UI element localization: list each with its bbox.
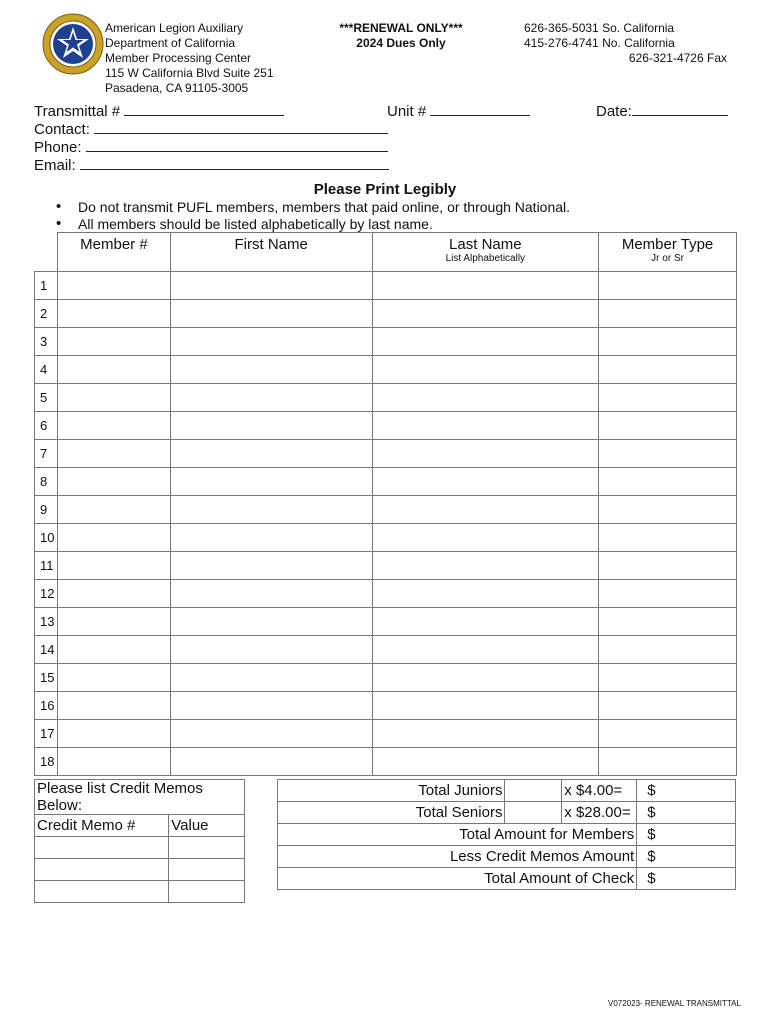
last-name-cell[interactable]	[372, 580, 599, 608]
last-name-header	[372, 233, 599, 272]
member-type-cell[interactable]	[599, 664, 737, 692]
first-name-cell[interactable]	[170, 552, 372, 580]
member-row	[35, 300, 737, 328]
row-number: 14	[35, 636, 58, 664]
member-row	[35, 496, 737, 524]
org-line: Member Processing Center	[105, 51, 252, 65]
total-check-value[interactable]: $	[637, 868, 736, 890]
member-number-cell[interactable]	[57, 636, 170, 664]
member-type-cell[interactable]	[599, 300, 737, 328]
first-name-cell[interactable]	[170, 580, 372, 608]
last-name-cell[interactable]	[372, 440, 599, 468]
first-name-cell[interactable]	[170, 608, 372, 636]
member-type-cell[interactable]	[599, 496, 737, 524]
member-row	[35, 272, 737, 300]
phone-north: 415-276-4741 No. California	[524, 36, 675, 50]
last-name-label: Last Name	[449, 236, 522, 253]
auxiliary-emblem-logo	[42, 13, 104, 75]
member-type-cell[interactable]	[599, 692, 737, 720]
amount-members-label: Total Amount for Members	[278, 824, 637, 846]
credit-memo-value-cell[interactable]	[169, 881, 245, 903]
last-name-cell[interactable]	[372, 552, 599, 580]
phone-field[interactable]	[34, 137, 388, 157]
member-row	[35, 356, 737, 384]
last-name-sublabel: List Alphabetically	[445, 253, 526, 264]
instruction-list	[56, 199, 570, 233]
juniors-amount[interactable]: $	[637, 780, 736, 802]
unit-field[interactable]	[387, 101, 530, 121]
member-number-cell[interactable]	[57, 608, 170, 636]
row-number: 12	[35, 580, 58, 608]
credit-memo-number-cell[interactable]	[35, 881, 169, 903]
member-type-sublabel: Jr or Sr	[651, 253, 684, 264]
row-number: 7	[35, 440, 58, 468]
member-number-cell[interactable]	[57, 664, 170, 692]
org-line: Pasadena, CA 91105-3005	[105, 81, 249, 95]
email-label: Email:	[34, 157, 76, 174]
date-line[interactable]	[632, 101, 728, 116]
last-name-cell[interactable]	[372, 356, 599, 384]
organization-address	[105, 21, 274, 96]
member-type-cell[interactable]	[599, 328, 737, 356]
first-name-cell[interactable]	[170, 524, 372, 552]
first-name-cell[interactable]	[170, 496, 372, 524]
last-name-cell[interactable]	[372, 748, 599, 776]
member-type-cell[interactable]	[599, 272, 737, 300]
renewal-title: ***RENEWAL ONLY***	[339, 21, 463, 35]
row-number: 1	[35, 272, 58, 300]
row-number: 6	[35, 412, 58, 440]
instruction-item: • Do not transmit PUFL members, members that paid online, or through National.	[56, 199, 570, 216]
member-row	[35, 440, 737, 468]
email-field[interactable]	[34, 155, 389, 175]
row-number-header	[35, 233, 58, 272]
total-seniors-count[interactable]	[505, 802, 562, 824]
member-type-cell[interactable]	[599, 468, 737, 496]
member-number-cell[interactable]	[57, 356, 170, 384]
credit-memo-value-header: Value	[169, 815, 245, 837]
contact-label: Contact:	[34, 121, 90, 138]
member-type-cell[interactable]	[599, 580, 737, 608]
total-juniors-label: Total Juniors	[278, 780, 505, 802]
member-type-header	[599, 233, 737, 272]
first-name-cell[interactable]	[170, 636, 372, 664]
member-number-cell[interactable]	[57, 328, 170, 356]
credit-memo-value-cell[interactable]	[169, 837, 245, 859]
member-type-label: Member Type	[621, 236, 714, 253]
last-name-cell[interactable]	[372, 636, 599, 664]
member-row	[35, 468, 737, 496]
first-name-cell[interactable]	[170, 356, 372, 384]
member-number-header: Member #	[57, 233, 170, 272]
less-credit-label: Less Credit Memos Amount	[278, 846, 637, 868]
member-number-cell[interactable]	[57, 468, 170, 496]
credit-memo-value-cell[interactable]	[169, 859, 245, 881]
member-number-cell[interactable]	[57, 300, 170, 328]
member-number-cell[interactable]	[57, 496, 170, 524]
member-table-header	[35, 233, 737, 272]
row-number: 18	[35, 748, 58, 776]
last-name-cell[interactable]	[372, 524, 599, 552]
row-number: 11	[35, 552, 58, 580]
total-juniors-count[interactable]	[505, 780, 562, 802]
org-line: 115 W California Blvd Suite 251	[105, 66, 274, 80]
member-number-cell[interactable]	[57, 552, 170, 580]
org-line: Department of California	[105, 36, 236, 50]
unit-line[interactable]	[430, 101, 530, 116]
last-name-cell[interactable]	[372, 412, 599, 440]
member-row	[35, 580, 737, 608]
last-name-cell[interactable]	[372, 720, 599, 748]
member-number-cell[interactable]	[57, 440, 170, 468]
phone-south: 626-365-5031 So. California	[524, 21, 675, 35]
member-type-cell[interactable]	[599, 440, 737, 468]
first-name-cell[interactable]	[170, 328, 372, 356]
credit-memo-number-cell[interactable]	[35, 859, 169, 881]
member-number-cell[interactable]	[57, 384, 170, 412]
member-type-cell[interactable]	[599, 748, 737, 776]
less-credit-value[interactable]: $	[637, 846, 736, 868]
last-name-cell[interactable]	[372, 692, 599, 720]
first-name-cell[interactable]	[170, 384, 372, 412]
last-name-cell[interactable]	[372, 328, 599, 356]
member-type-cell[interactable]	[599, 412, 737, 440]
member-row	[35, 664, 737, 692]
amount-members-value[interactable]: $	[637, 824, 736, 846]
member-row	[35, 692, 737, 720]
member-table	[34, 232, 737, 776]
contact-field[interactable]	[34, 119, 388, 139]
row-number: 4	[35, 356, 58, 384]
last-name-cell[interactable]	[372, 664, 599, 692]
row-number: 17	[35, 720, 58, 748]
transmittal-line[interactable]	[124, 101, 284, 116]
first-name-cell[interactable]	[170, 748, 372, 776]
contact-line[interactable]	[94, 119, 388, 134]
member-type-cell[interactable]	[599, 356, 737, 384]
first-name-cell[interactable]	[170, 692, 372, 720]
totals-table	[277, 779, 736, 890]
seniors-amount[interactable]: $	[637, 802, 736, 824]
last-name-cell[interactable]	[372, 384, 599, 412]
row-number: 15	[35, 664, 58, 692]
renewal-notice	[334, 21, 468, 51]
credit-memo-number-header: Credit Memo #	[35, 815, 169, 837]
fax-number: 626-321-4726 Fax	[628, 51, 727, 65]
member-row	[35, 412, 737, 440]
first-name-cell[interactable]	[170, 300, 372, 328]
first-name-header: First Name	[170, 233, 372, 272]
row-number: 8	[35, 468, 58, 496]
member-number-cell[interactable]	[57, 580, 170, 608]
row-number: 10	[35, 524, 58, 552]
row-number: 3	[35, 328, 58, 356]
last-name-cell[interactable]	[372, 496, 599, 524]
total-seniors-label: Total Seniors	[278, 802, 505, 824]
instruction-item: • All members should be listed alphabetically by last name.	[56, 216, 570, 233]
last-name-cell[interactable]	[372, 608, 599, 636]
member-number-cell[interactable]	[57, 524, 170, 552]
date-field[interactable]	[596, 101, 728, 121]
member-type-cell[interactable]	[599, 608, 737, 636]
first-name-cell[interactable]	[170, 720, 372, 748]
last-name-cell[interactable]	[372, 300, 599, 328]
first-name-cell[interactable]	[170, 272, 372, 300]
member-number-cell[interactable]	[57, 272, 170, 300]
member-row	[35, 636, 737, 664]
transmittal-field[interactable]	[34, 101, 284, 121]
member-number-cell[interactable]	[57, 412, 170, 440]
member-row	[35, 608, 737, 636]
juniors-rate: x $4.00=	[562, 780, 637, 802]
form-version-footer: V072023- RENEWAL TRANSMITTAL	[608, 999, 741, 1008]
member-type-cell[interactable]	[599, 524, 737, 552]
member-type-cell[interactable]	[599, 636, 737, 664]
phone-line[interactable]	[86, 137, 388, 152]
member-number-cell[interactable]	[57, 720, 170, 748]
credit-memo-title: Please list Credit Memos Below:	[35, 780, 245, 815]
first-name-cell[interactable]	[170, 468, 372, 496]
row-number: 2	[35, 300, 58, 328]
member-row	[35, 748, 737, 776]
member-row	[35, 720, 737, 748]
member-row	[35, 384, 737, 412]
email-line[interactable]	[80, 155, 389, 170]
member-row	[35, 328, 737, 356]
date-label: Date:	[596, 103, 632, 120]
row-number: 5	[35, 384, 58, 412]
row-number: 16	[35, 692, 58, 720]
member-row	[35, 552, 737, 580]
last-name-cell[interactable]	[372, 468, 599, 496]
member-type-cell[interactable]	[599, 384, 737, 412]
row-number: 13	[35, 608, 58, 636]
total-check-label: Total Amount of Check	[278, 868, 637, 890]
seniors-rate: x $28.00=	[562, 802, 637, 824]
transmittal-label: Transmittal #	[34, 103, 121, 120]
phone-label: Phone:	[34, 139, 82, 156]
member-type-cell[interactable]	[599, 552, 737, 580]
dues-year: 2024 Dues Only	[356, 36, 446, 50]
print-legibly-heading: Please Print Legibly	[313, 181, 457, 198]
credit-memo-number-cell[interactable]	[35, 837, 169, 859]
first-name-cell[interactable]	[170, 412, 372, 440]
unit-label: Unit #	[387, 103, 427, 120]
credit-memo-table	[34, 779, 245, 903]
contact-phones	[524, 21, 727, 66]
member-row	[35, 524, 737, 552]
first-name-cell[interactable]	[170, 440, 372, 468]
first-name-cell[interactable]	[170, 664, 372, 692]
member-number-cell[interactable]	[57, 748, 170, 776]
org-line: American Legion Auxiliary	[105, 21, 244, 35]
last-name-cell[interactable]	[372, 272, 599, 300]
member-number-cell[interactable]	[57, 692, 170, 720]
row-number: 9	[35, 496, 58, 524]
member-type-cell[interactable]	[599, 720, 737, 748]
